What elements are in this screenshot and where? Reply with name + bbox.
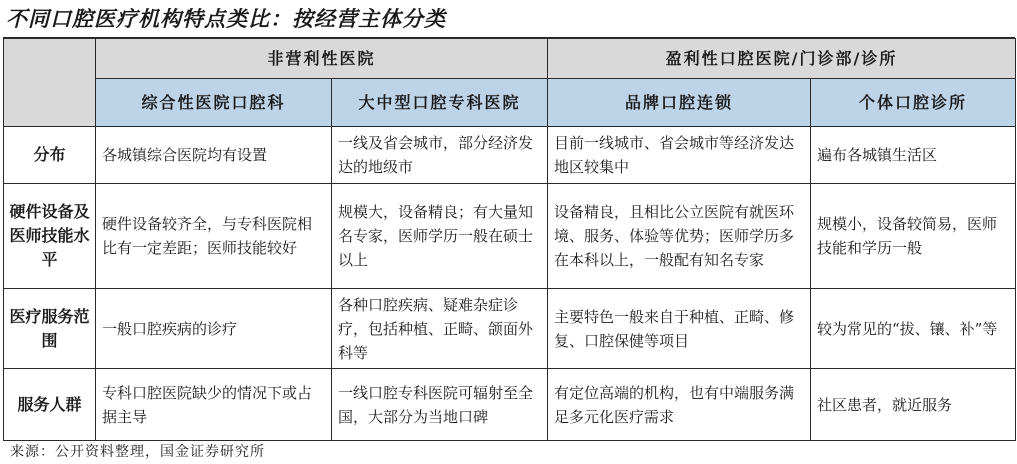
table-row bbox=[4, 369, 1016, 441]
comparison-table bbox=[3, 38, 1016, 441]
source-note: 来源：公开资料整理，国金证券研究所 bbox=[10, 444, 265, 460]
group-header-nonprofit: 非营利性医院 bbox=[96, 39, 548, 79]
row-header: 硬件设备及医师技能水平 bbox=[4, 184, 96, 289]
table-cell: 规模大，设备精良；有大量知名专家，医师学历一般在硕士以上 bbox=[332, 184, 548, 289]
table-row bbox=[4, 127, 1016, 184]
table-cell: 规模小，设备较简易，医师技能和学历一般 bbox=[811, 184, 1016, 289]
page-title: 不同口腔医疗机构特点类比：按经营主体分类 bbox=[6, 6, 446, 31]
table-cell: 硬件设备较齐全，与专科医院相比有一定差距；医师技能较好 bbox=[96, 184, 332, 289]
table-row bbox=[4, 289, 1016, 369]
column-header: 大中型口腔专科医院 bbox=[332, 79, 548, 127]
group-header-forprofit: 盈利性口腔医院/门诊部/诊所 bbox=[548, 39, 1016, 79]
table-cell: 各种口腔疾病、疑难杂症诊疗，包括种植、正畸、颌面外科等 bbox=[332, 289, 548, 369]
row-header: 医疗服务范围 bbox=[4, 289, 96, 369]
group-header-row bbox=[4, 39, 1016, 79]
table-cell: 主要特色一般来自于种植、正畸、修复、口腔保健等项目 bbox=[548, 289, 811, 369]
column-header: 品牌口腔连锁 bbox=[548, 79, 811, 127]
table-cell: 一线及省会城市，部分经济发达的地级市 bbox=[332, 127, 548, 184]
table-cell: 社区患者，就近服务 bbox=[811, 369, 1016, 441]
column-header: 个体口腔诊所 bbox=[811, 79, 1016, 127]
table-row bbox=[4, 184, 1016, 289]
column-header-row bbox=[4, 79, 1016, 127]
table-cell: 遍布各城镇生活区 bbox=[811, 127, 1016, 184]
table-cell: 设备精良，且相比公立医院有就医环境、服务、体验等优势；医师学历多在本科以上，一般配有知名专家 bbox=[548, 184, 811, 289]
table-cell: 专科口腔医院缺少的情况下或占据主导 bbox=[96, 369, 332, 441]
corner-cell bbox=[4, 39, 96, 127]
table-cell: 一线口腔专科医院可辐射至全国，大部分为当地口碑 bbox=[332, 369, 548, 441]
row-header: 分布 bbox=[4, 127, 96, 184]
table-cell: 各城镇综合医院均有设置 bbox=[96, 127, 332, 184]
table-cell: 目前一线城市、省会城市等经济发达地区较集中 bbox=[548, 127, 811, 184]
table-cell: 较为常见的“拔、镶、补”等 bbox=[811, 289, 1016, 369]
column-header: 综合性医院口腔科 bbox=[96, 79, 332, 127]
table-cell: 一般口腔疾病的诊疗 bbox=[96, 289, 332, 369]
table-cell: 有定位高端的机构，也有中端服务满足多元化医疗需求 bbox=[548, 369, 811, 441]
row-header: 服务人群 bbox=[4, 369, 96, 441]
